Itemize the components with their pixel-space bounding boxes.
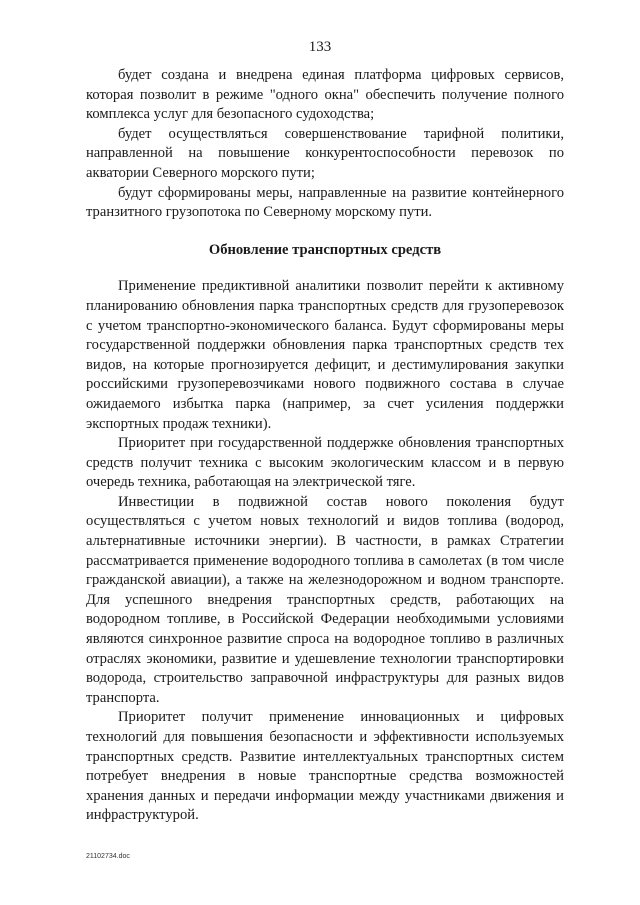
paragraph-container-transit: будут сформированы меры, направленные на развитие контейнерного транзитного грузопотока по Северному морскому пути.: [86, 184, 564, 221]
paragraph-ecological-priority: Приоритет при государственной поддержке обновления транспортных средств получит техника с высоким экологическим классом и в первую очередь техника, работающая на электрической тяге.: [86, 435, 564, 491]
paragraph-platform: будет создана и внедрена единая платформа цифровых сервисов, которая позволит в режиме "одного окна" обеспечить получение полного комплекса услуг для безопасного судоходства;: [86, 67, 564, 123]
paragraph-hydrogen-investment: Инвестиции в подвижной состав нового поколения будут осуществляться с учетом новых технологий и видов топлива (водород, альтернативные источники энергии). В частности, в рамках Стратегии рассматривается применение водородного топлива в самолетах (в том числе гражданской авиации), а также на железнодорожном и водном транспорте. Для успешного внедрения транспортных средств, работающих на водородном топливе, в Российской Федерации необходимыми условиями являются синхронное развитие спроса на водородное топливо в различных отраслях экономики, развитие и удешевление технологии транспортировки водорода, строительство заправочной инфраструктуры для разных видов транспорта.: [86, 493, 564, 706]
paragraph-predictive-analytics: Применение предиктивной аналитики позволит перейти к активному планированию обновления парка транспортных средств для грузоперевозок с учетом транспортно-экономического баланса. Будут сформированы меры государственной поддержки обновления парка транспортных средств тех видов, на которые прогнозируется дефицит, и дестимулирования закупки российскими грузоперевозчиками нового подвижного состава в случае ожидаемого избытка парка (например, за счет усиления поддержки экспортных продаж техники).: [86, 278, 564, 432]
document-body: [86, 66, 564, 826]
paragraph-digital-technologies: Приоритет получит применение инновационных и цифровых технологий для повышения безопасности и эффективности используемых транспортных средств. Развитие интеллектуальных транспортных систем потребует внедрения в новые транспортные средства возможностей хранения данных и передачи информации между участниками движения и инфраструктурой.: [86, 709, 564, 824]
paragraph-tariff-policy: будет осуществляться совершенствование тарифной политики, направленной на повышение конкурентоспособности перевозок по акватории Северного морского пути;: [86, 125, 564, 181]
page-number: 133: [308, 39, 332, 55]
footer-filename: 21102734.doc: [86, 853, 130, 860]
section-heading: Обновление транспортных средств: [208, 241, 442, 258]
